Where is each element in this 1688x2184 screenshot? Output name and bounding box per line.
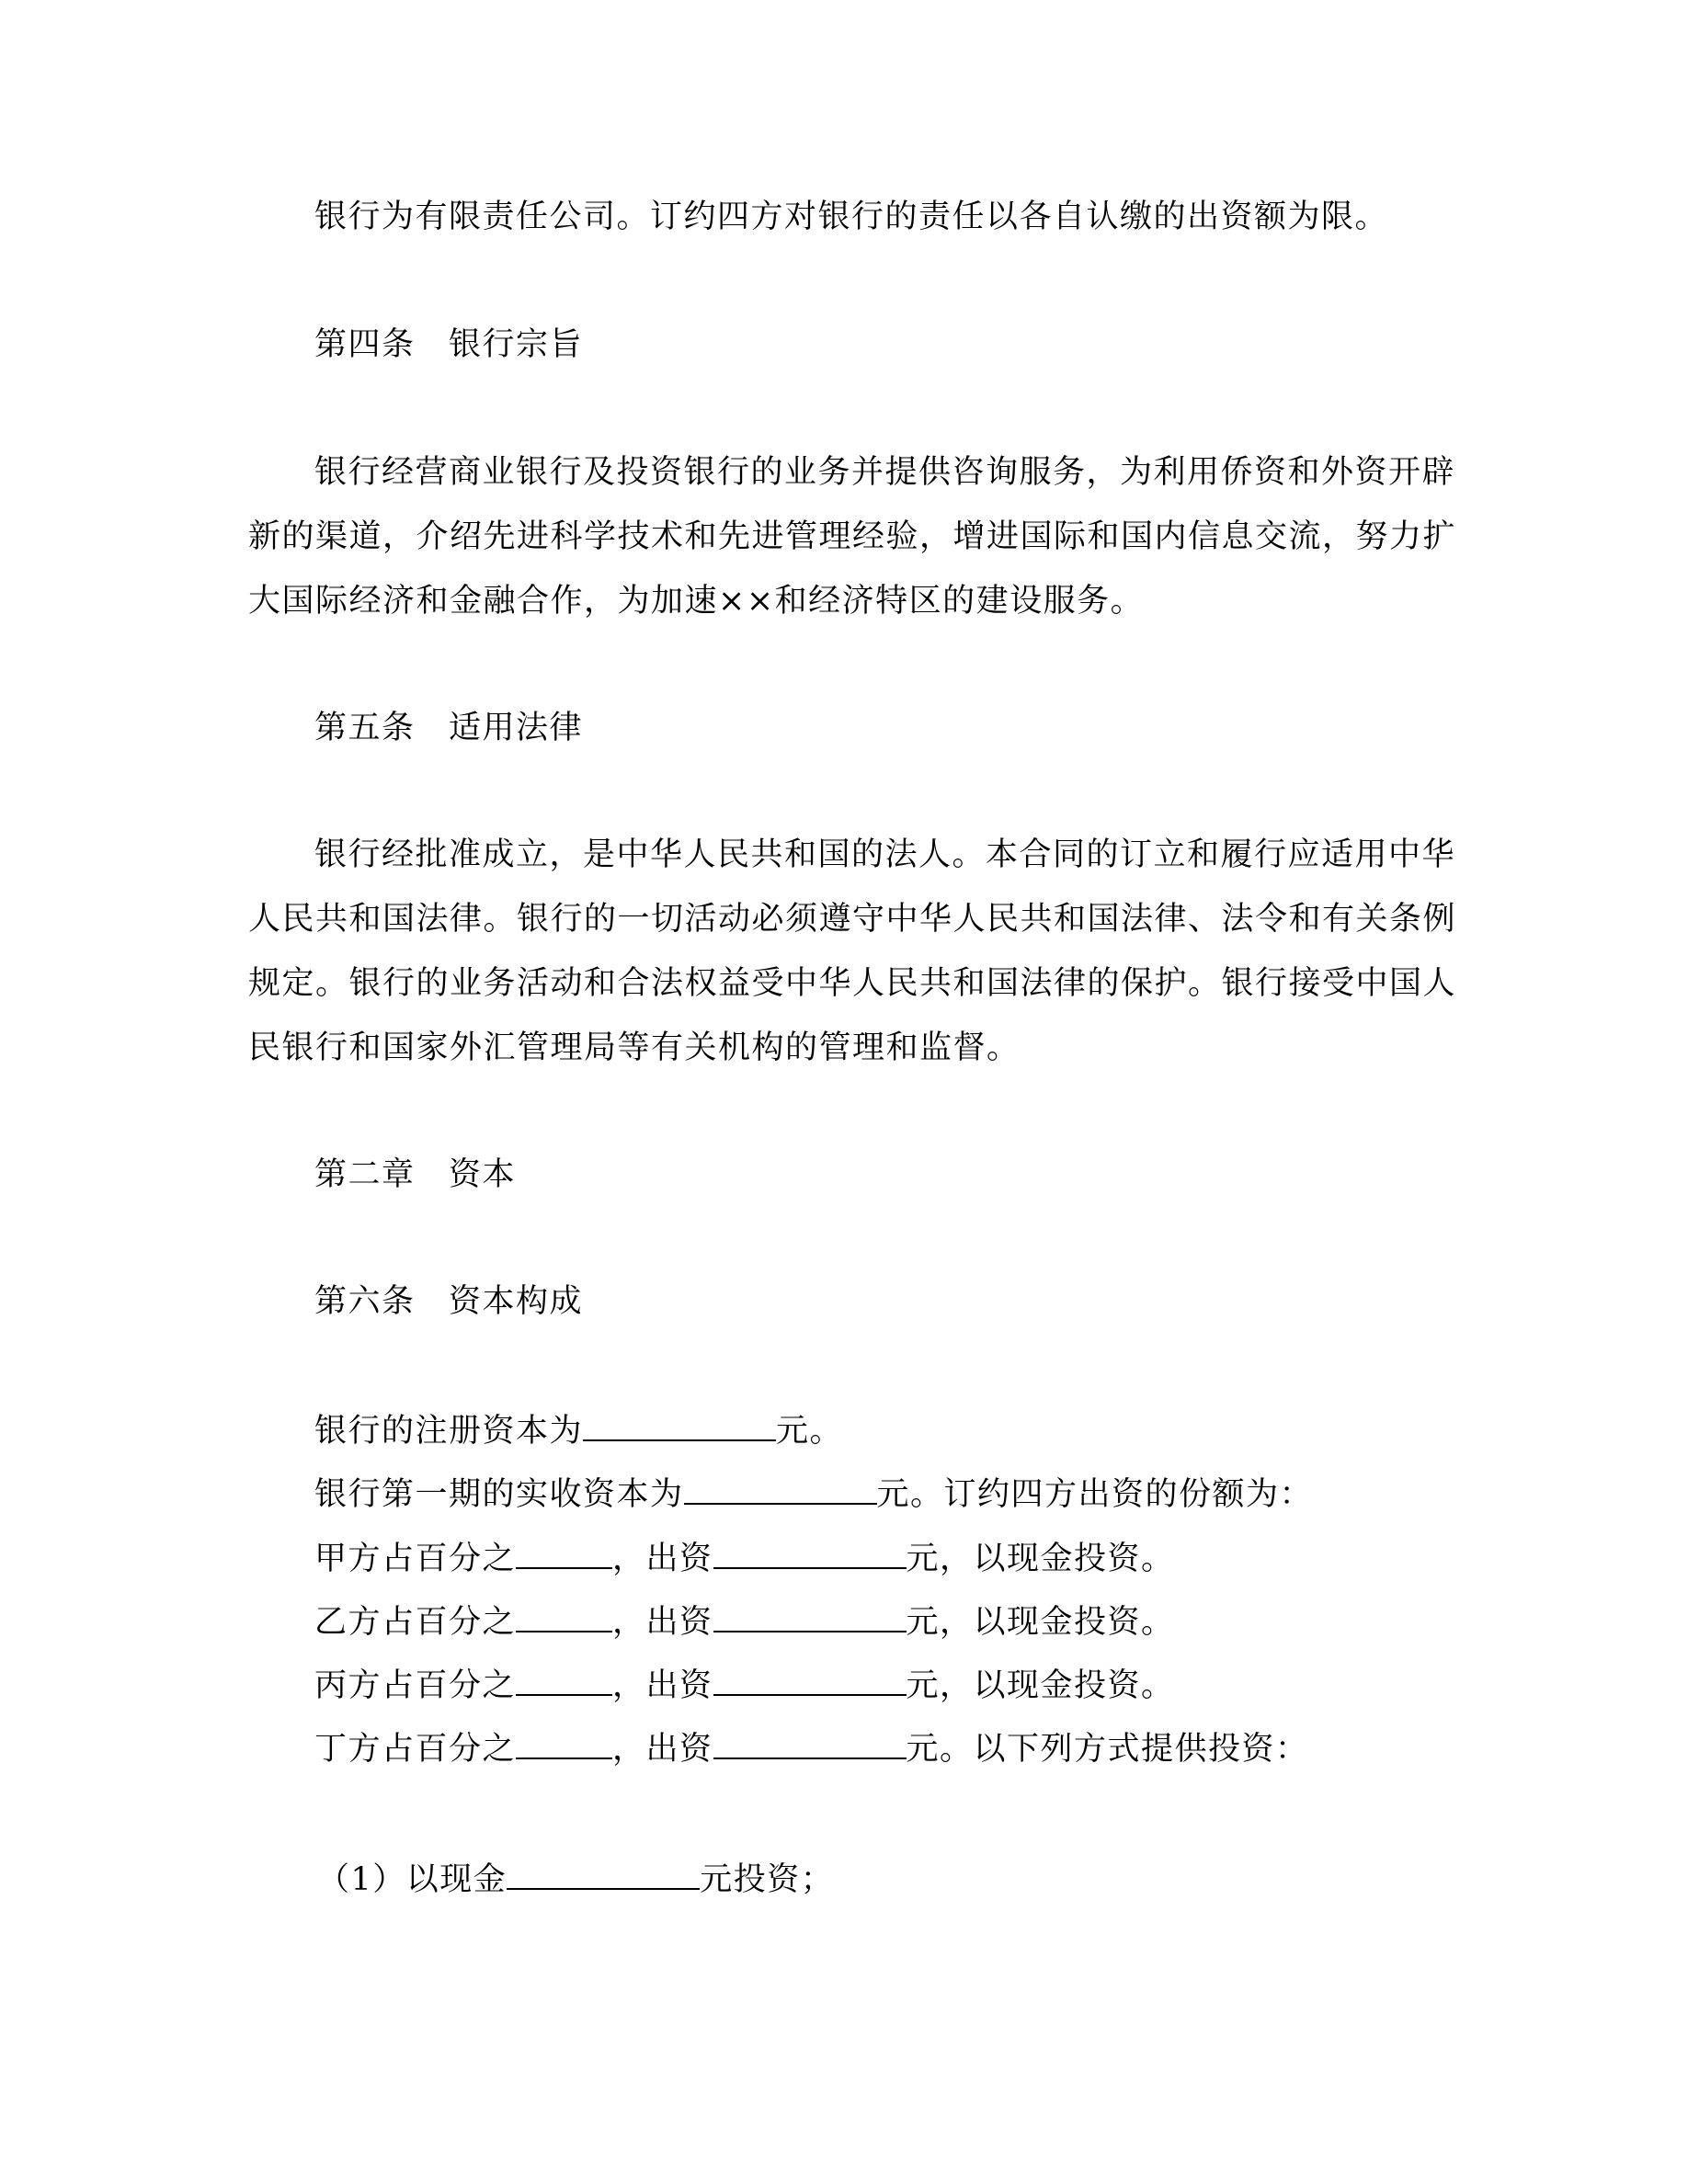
amount-blank[interactable] bbox=[713, 1598, 907, 1632]
percent-blank[interactable] bbox=[516, 1661, 612, 1696]
label: ，出资 bbox=[612, 1731, 713, 1768]
label: 丙方占百分之 bbox=[314, 1667, 517, 1704]
label: 元。以下列方式提供投资： bbox=[906, 1731, 1309, 1768]
label: 元，以现金投资。 bbox=[906, 1541, 1175, 1577]
paragraph-liability: 银行为有限责任公司。订约四方对银行的责任以各自认缴的出资额为限。 bbox=[314, 199, 1389, 235]
cash-investment-item bbox=[317, 1855, 834, 1903]
label: 银行第一期的实收资本为 bbox=[314, 1476, 684, 1513]
article-5-line: 银行经批准成立，是中华人民共和国的法人。本合同的订立和履行应适用中华 bbox=[314, 836, 1456, 873]
cash-amount-blank[interactable] bbox=[507, 1855, 700, 1890]
label: ，出资 bbox=[612, 1604, 713, 1641]
party-share-line bbox=[314, 1661, 1175, 1709]
article-4-line: 银行经营商业银行及投资银行的业务并提供咨询服务，为利用侨资和外资开辟 bbox=[314, 454, 1456, 491]
label: 银行的注册资本为 bbox=[314, 1413, 584, 1450]
label: （1）以现金 bbox=[317, 1861, 508, 1898]
amount-blank[interactable] bbox=[713, 1534, 907, 1569]
registered-capital-blank[interactable] bbox=[583, 1406, 776, 1441]
amount-blank[interactable] bbox=[713, 1724, 907, 1759]
label: ，出资 bbox=[612, 1667, 713, 1704]
party-share-line bbox=[314, 1598, 1175, 1645]
article-5-heading: 第五条 适用法律 bbox=[314, 710, 584, 746]
label: 元。 bbox=[776, 1413, 844, 1450]
label: 甲方占百分之 bbox=[314, 1541, 517, 1577]
chapter-2-heading: 第二章 资本 bbox=[314, 1156, 517, 1193]
label: 丁方占百分之 bbox=[314, 1731, 517, 1768]
paid-in-capital-blank[interactable] bbox=[684, 1470, 877, 1505]
amount-blank[interactable] bbox=[713, 1661, 907, 1696]
party-share-line bbox=[314, 1724, 1309, 1772]
article-6-heading: 第六条 资本构成 bbox=[314, 1283, 584, 1320]
label: ，出资 bbox=[612, 1541, 713, 1577]
label: 元，以现金投资。 bbox=[906, 1604, 1175, 1641]
paid-in-capital-line bbox=[314, 1470, 1313, 1518]
article-5-line: 人民共和国法律。银行的一切活动必须遵守中华人民共和国法律、法令和有关条例 bbox=[248, 901, 1457, 938]
registered-capital-line bbox=[314, 1406, 843, 1454]
party-share-line bbox=[314, 1534, 1175, 1582]
label: 元投资； bbox=[700, 1861, 835, 1898]
label: 乙方占百分之 bbox=[314, 1604, 517, 1641]
label: 元，以现金投资。 bbox=[906, 1667, 1175, 1704]
article-4-heading: 第四条 银行宗旨 bbox=[314, 326, 584, 363]
label: 元。订约四方出资的份额为： bbox=[876, 1476, 1314, 1513]
article-4-line: 新的渠道，介绍先进科学技术和先进管理经验，增进国际和国内信息交流，努力扩 bbox=[248, 518, 1457, 555]
article-5-line: 民银行和国家外汇管理局等有关机构的管理和监督。 bbox=[248, 1029, 1021, 1066]
percent-blank[interactable] bbox=[516, 1534, 612, 1569]
percent-blank[interactable] bbox=[516, 1724, 612, 1759]
article-5-line: 规定。银行的业务活动和合法权益受中华人民共和国法律的保护。银行接受中国人 bbox=[248, 965, 1457, 1002]
article-4-line: 大国际经济和金融合作，为加速××和经济特区的建设服务。 bbox=[248, 583, 1145, 620]
percent-blank[interactable] bbox=[516, 1598, 612, 1632]
